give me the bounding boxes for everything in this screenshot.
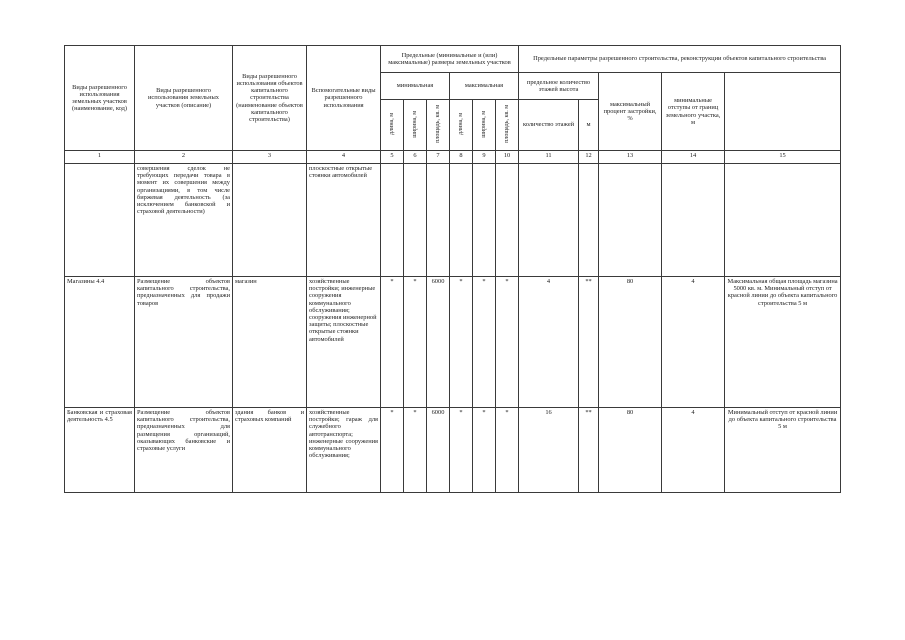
cell-other	[725, 164, 841, 277]
cell-land-use-name: Магазины 4.4	[65, 277, 135, 408]
cell-coverage	[599, 164, 662, 277]
cell-floors: 16	[519, 408, 579, 493]
header-row-1	[65, 46, 841, 73]
cell-setbacks: 4	[662, 408, 725, 493]
cell-coverage: 80	[599, 408, 662, 493]
cell-building-use: магазин	[233, 277, 307, 408]
cell-auxiliary-use: хозяйственные постройки; инженерные сооружения коммунального обслуживания; сооружения инженерной защиты; плоскостные открытые стоянки автомобилей	[307, 277, 381, 408]
column-number: 10	[496, 151, 519, 164]
cell-floors: 4	[519, 277, 579, 408]
column-number: 2	[135, 151, 233, 164]
column-number: 11	[519, 151, 579, 164]
column-number: 15	[725, 151, 841, 164]
cell-building-use: здания банков и страховых компаний	[233, 408, 307, 493]
cell-max-width: *	[473, 277, 496, 408]
cell-setbacks	[662, 164, 725, 277]
document-page	[64, 45, 841, 493]
header-min-length: длина, м	[381, 100, 404, 151]
table-row	[65, 408, 841, 493]
header-floors-count: количество этажей	[519, 100, 579, 151]
header-max-area: площадь, кв. м	[496, 100, 519, 151]
header-building-use: Виды разрешенного использования объектов капитального строительства (наименование объектов капитального строительства)	[233, 46, 307, 151]
cell-land-use-name: Банковская и страховая деятельность 4.5	[65, 408, 135, 493]
column-number: 12	[579, 151, 599, 164]
column-number: 6	[404, 151, 427, 164]
cell-min-length	[381, 164, 404, 277]
cell-min-width: *	[404, 408, 427, 493]
header-land-use-description: Виды разрешенного использования земельных участков (описание)	[135, 46, 233, 151]
cell-floors	[519, 164, 579, 277]
header-min-area: площадь, кв. м	[427, 100, 450, 151]
cell-setbacks: 4	[662, 277, 725, 408]
header-min-setbacks: минимальные отступы от границ земельного участка, м	[662, 73, 725, 151]
cell-description: Размещение объектов капитального строительства, предназначенных для размещения организаций, оказывающих банковские и страховые услуги	[135, 408, 233, 493]
cell-min-area: 6000	[427, 277, 450, 408]
cell-auxiliary-use: плоскостные открытые стоянки автомобилей	[307, 164, 381, 277]
cell-height	[579, 164, 599, 277]
column-number: 14	[662, 151, 725, 164]
cell-height: **	[579, 408, 599, 493]
header-floors-height: предельное количество этажей высота	[519, 73, 599, 100]
cell-max-length	[450, 164, 473, 277]
column-number: 4	[307, 151, 381, 164]
cell-min-length: *	[381, 408, 404, 493]
header-auxiliary-use: Вспомогательные виды разрешенного использования	[307, 46, 381, 151]
column-number: 1	[65, 151, 135, 164]
cell-min-length: *	[381, 277, 404, 408]
column-number-row	[65, 151, 841, 164]
cell-height: **	[579, 277, 599, 408]
table-row	[65, 164, 841, 277]
header-max-length: длина, м	[450, 100, 473, 151]
cell-max-area: *	[496, 408, 519, 493]
header-land-use-name: Виды разрешенного использования земельных участков (наименование, код)	[65, 46, 135, 151]
cell-description: Размещение объектов капитального строительства, предназначенных для продажи товаров	[135, 277, 233, 408]
cell-min-width: *	[404, 277, 427, 408]
header-min-width: ширина, м	[404, 100, 427, 151]
cell-other: Максимальная общая площадь магазина 5000 кв. м. Минимальный отступ от красной линии до объекта капитального строительства 5 м	[725, 277, 841, 408]
column-number: 7	[427, 151, 450, 164]
header-maximum: максимальная	[450, 73, 519, 100]
cell-building-use	[233, 164, 307, 277]
column-number: 5	[381, 151, 404, 164]
cell-max-width: *	[473, 408, 496, 493]
regulations-table	[64, 45, 841, 493]
cell-max-area	[496, 164, 519, 277]
cell-min-area	[427, 164, 450, 277]
cell-min-width	[404, 164, 427, 277]
column-number: 8	[450, 151, 473, 164]
cell-max-length: *	[450, 408, 473, 493]
header-minimum: минимальная	[381, 73, 450, 100]
header-max-width: ширина, м	[473, 100, 496, 151]
cell-max-width	[473, 164, 496, 277]
cell-coverage: 80	[599, 277, 662, 408]
cell-max-length: *	[450, 277, 473, 408]
cell-max-area: *	[496, 277, 519, 408]
cell-land-use-name	[65, 164, 135, 277]
header-max-coverage: максимальный процент застройки, %	[599, 73, 662, 151]
column-number: 3	[233, 151, 307, 164]
cell-auxiliary-use: хозяйственные постройки; гараж для служебного автотранспорта; инженерные сооружения коммунального обслуживания;	[307, 408, 381, 493]
cell-description: совершения сделок не требующих передачи товара в момент их совершения между организациями, в том числе биржевая деятельность (за исключением банковской и страховой деятельности)	[135, 164, 233, 277]
header-plot-size-limits: Предельные (минимальные и (или) максимальные) размеры земельных участков	[381, 46, 519, 73]
table-row	[65, 277, 841, 408]
cell-min-area: 6000	[427, 408, 450, 493]
header-height-meters: м	[579, 100, 599, 151]
column-number: 13	[599, 151, 662, 164]
header-construction-params: Предельные параметры разрешенного строительства, реконструкции объектов капитального строительства	[519, 46, 841, 73]
cell-other: Минимальный отступ от красной линии до объекта капитального строительства 5 м	[725, 408, 841, 493]
column-number: 9	[473, 151, 496, 164]
